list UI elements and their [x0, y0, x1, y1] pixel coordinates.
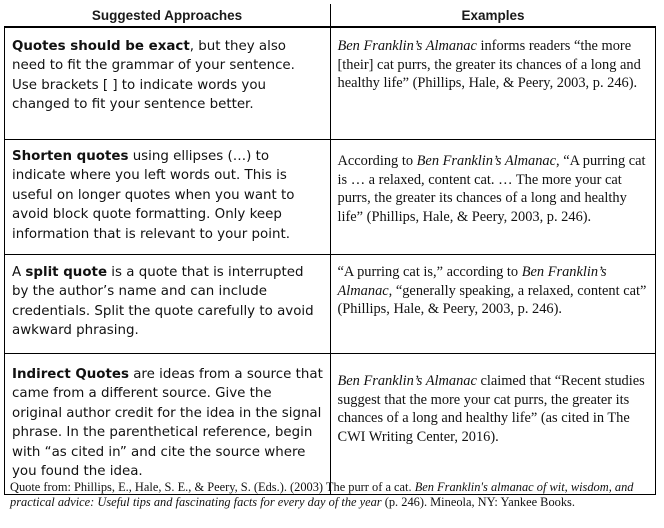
table-row — [5, 27, 656, 140]
approach-term: Indirect Quotes — [12, 367, 129, 382]
quotation-approaches-table — [4, 4, 656, 495]
approach-term: Quotes should be exact — [12, 39, 190, 54]
table-row — [5, 140, 656, 255]
table-row — [5, 354, 656, 495]
example-book-title: Ben Franklin’s Almanac — [337, 38, 477, 54]
approach-cell — [5, 27, 331, 140]
example-lead-in: “A purring cat is,” according to — [337, 264, 522, 280]
approach-description: is a quote that is interrupted by the author’s name and can include credentials. Split the quote carefully to avoid awkward phrasing. — [12, 265, 314, 339]
approach-term: Shorten quotes — [12, 149, 129, 164]
example-cell — [330, 140, 656, 255]
approach-cell — [5, 354, 331, 495]
approach-description: are ideas from a source that came from a different source. Give the original author credit for the idea in the signal phrase. In the parenthetical reference, begin with “as cited in” and cite the source where you found the idea. — [12, 367, 323, 480]
example-text: , “A purring cat is … a relaxed, content cat. … The more your cat purrs, the greater its chances of a long and healthy life” (Phillips, Hale, & Peery, 2003, p. 246). — [337, 153, 646, 225]
example-cell — [330, 255, 656, 354]
example-text: informs readers “the more [their] cat purrs, the greater its chances of a long and healthy life” (Phillips, Hale, & Peery, 2003, p. 246). — [337, 38, 641, 92]
source-footnote — [10, 480, 650, 510]
approach-cell — [5, 255, 331, 354]
table-row — [5, 255, 656, 354]
example-cell — [330, 27, 656, 140]
approach-lead-in: A — [12, 265, 26, 280]
example-book-title: Ben Franklin’s Almanac — [416, 153, 556, 169]
approach-description: using ellipses (…) to indicate where you left words out. This is useful on longer quotes when you want to avoid block quote formatting. Only keep information that is relevant to your point. — [12, 149, 295, 242]
example-lead-in: According to — [337, 153, 417, 169]
approach-cell — [5, 140, 331, 255]
example-book-title: Ben Franklin’s Almanac — [337, 264, 607, 299]
example-cell — [330, 354, 656, 495]
footnote-citation-suffix: (p. 246). Mineola, NY: Yankee Books. — [381, 495, 575, 510]
example-text: claimed that “Recent studies suggest that the more your cat purrs, the greater its chances of a long and healthy life” (as cited in The CWI Writing Center, 2016). — [337, 373, 645, 445]
approach-term: split quote — [25, 265, 108, 280]
approach-description: , but they also need to fit the grammar of your sentence. Use brackets [ ] to indicate words you changed to fit your sentence better. — [12, 39, 295, 113]
example-book-title: Ben Franklin’s Almanac — [337, 373, 477, 389]
header-suggested-approaches: Suggested Approaches — [5, 4, 331, 27]
header-examples: Examples — [330, 4, 656, 27]
example-text: , “generally speaking, a relaxed, content cat” (Phillips, Hale, & Peery, 2003, p. 246). — [337, 282, 647, 318]
header-row — [5, 4, 656, 27]
footnote-book-title: Ben Franklin's almanac of wit, wisdom, and practical advice: Useful tips and fascinating facts for every day of the year — [10, 480, 634, 510]
footnote-citation-prefix: Quote from: Phillips, E., Hale, S. E., & Peery, S. (Eds.). (2003) The purr of a cat. — [10, 480, 415, 494]
